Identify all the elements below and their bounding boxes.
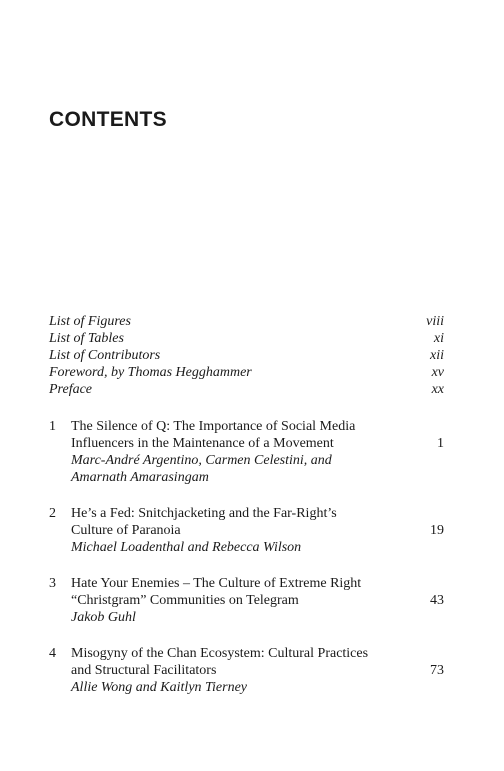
prelim-title: List of Contributors [49,348,161,363]
chapter-number: 1 [49,419,56,434]
prelim-title: Preface [49,382,93,397]
chapter-body [71,505,444,556]
prelims-list [49,313,444,398]
chapter-body [71,645,444,696]
chapter-title-line: Misogyny of the Chan Ecosystem: Cultural Practices [71,646,369,661]
chapter-number: 2 [49,506,56,521]
prelim-title: List of Figures [49,314,131,329]
chapter-title-line: He’s a Fed: Snitchjacketing and the Far-Right’s [71,506,337,521]
chapter-title-line-with-page [71,522,444,539]
prelim-entry[interactable] [49,330,444,347]
chapter-authors: Michael Loadenthal and Rebecca Wilson [71,540,302,555]
chapter-title-line: and Structural Facilitators [71,663,217,678]
prelim-title: List of Tables [49,331,124,346]
chapter-page: 19 [430,523,444,538]
chapter-entry[interactable] [49,505,444,556]
chapter-title-line: “Christgram” Communities on Telegram [71,593,299,608]
chapter-title-line: The Silence of Q: The Importance of Social Media [71,419,356,434]
chapter-title-line-with-page [71,662,444,679]
page-title: CONTENTS [49,108,167,131]
chapter-body [71,575,444,626]
chapter-entry[interactable] [49,575,444,626]
prelim-entry[interactable] [49,364,444,381]
chapter-title-line: Culture of Paranoia [71,523,181,538]
prelim-page: xx [431,382,444,397]
chapter-title-line: Hate Your Enemies – The Culture of Extreme Right [71,576,362,591]
chapter-entry[interactable] [49,418,444,486]
prelim-page: xi [433,331,444,346]
chapter-page: 1 [437,436,444,451]
prelim-page: viii [426,314,444,329]
chapter-title-line-with-page [71,435,444,452]
prelim-entry[interactable] [49,381,444,398]
chapter-number: 3 [49,576,56,591]
chapter-list [49,418,444,715]
chapter-authors: Allie Wong and Kaitlyn Tierney [71,680,248,695]
chapter-authors: Jakob Guhl [71,610,136,625]
chapter-authors: Marc-André Argentino, Carmen Celestini, and [71,453,332,468]
chapter-title-line: Influencers in the Maintenance of a Movement [71,436,334,451]
chapter-entry[interactable] [49,645,444,696]
prelim-entry[interactable] [49,347,444,364]
prelim-page: xv [431,365,444,380]
chapter-body [71,418,444,486]
prelim-title: Foreword, by Thomas Hegghammer [49,365,252,380]
chapter-title-line-with-page [71,592,444,609]
chapter-page: 73 [430,663,444,678]
prelim-page: xii [430,348,444,363]
prelim-entry[interactable] [49,313,444,330]
chapter-number: 4 [49,646,56,661]
chapter-page: 43 [430,593,444,608]
chapter-authors: Amarnath Amarasingam [71,470,209,485]
